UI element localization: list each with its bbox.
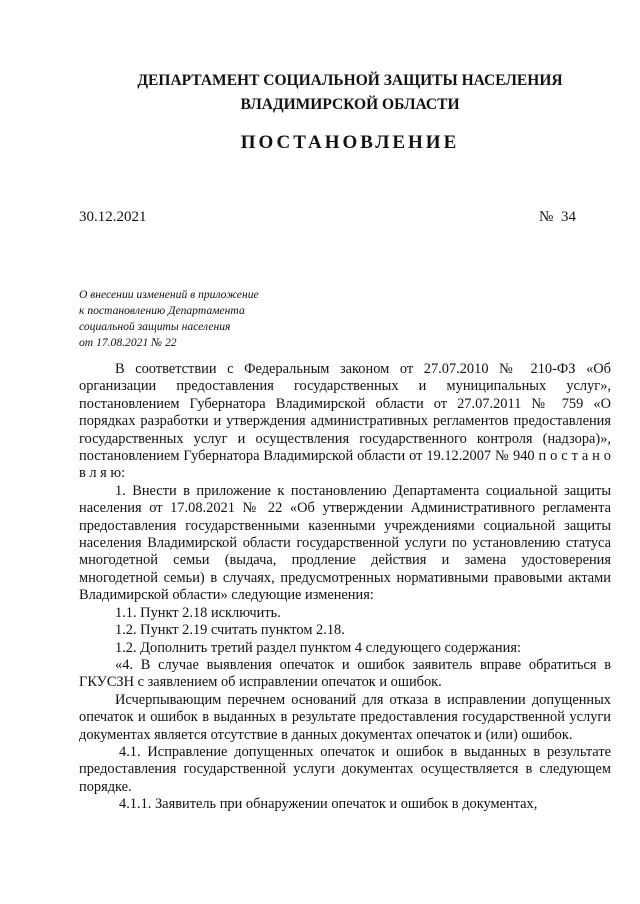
document-number: № 34 <box>538 209 576 225</box>
subject-line: О внесении изменений в приложение <box>79 288 259 301</box>
document-body <box>79 361 611 814</box>
body-paragraph: 4.1.1. Заявитель при обнаружении опечаток и ошибок в документах, <box>119 796 538 813</box>
body-paragraph: В соответствии с Федеральным законом от 27.07.2010 № 210-ФЗ «Об организации предоставления государственных и муниципальных услуг», постановлением Губернатора Владимирской области от 27.07.2011 № 759 «О порядках разработки и утверждения административных регламентов предоставления государственных услуг и осуществления государственного контроля (надзора)», постановлением Губернатора Владимирской области от 19.12.2007 № 940 п о с т а н о в л я ю: <box>79 361 611 482</box>
subject-line: социальной защиты населения <box>79 320 231 333</box>
body-paragraph: 4.1. Исправление допущенных опечаток и ошибок в выданных в результате предоставления государственной услуги документах осуществляется в следующем порядке. <box>79 743 611 795</box>
document-subject <box>79 287 319 351</box>
body-paragraph: 1.1. Пункт 2.18 исключить. <box>115 604 281 621</box>
body-paragraph: 1.2. Пункт 2.19 считать пунктом 2.18. <box>115 622 345 639</box>
department-name: ДЕПАРТАМЕНТ СОЦИАЛЬНОЙ ЗАЩИТЫ НАСЕЛЕНИЯ <box>137 72 563 89</box>
document-date: 30.12.2021 <box>79 209 147 225</box>
body-paragraph: 1. Внести в приложение к постановлению Департамента социальной защиты населения от 17.08.2021 № 22 «Об утверждении Административного регламента предоставления государственными казенными учреждениями социальной защиты населения Владимирской области государственной услуги по установлению статуса многодетной семьи (выдача, продление действия и замена удостоверения многодетной семьи) в случаях, предусмотренных нормативными правовыми актами Владимирской области» следующие изменения: <box>79 482 611 604</box>
body-paragraph: 1.2. Дополнить третий раздел пунктом 4 следующего содержания: <box>115 639 521 656</box>
region-name: ВЛАДИМИРСКОЙ ОБЛАСТИ <box>240 96 460 113</box>
body-paragraph: «4. В случае выявления опечаток и ошибок заявитель вправе обратиться в ГКУСЗН с заявлением об исправлении опечаток и ошибок. <box>79 656 611 691</box>
document-type-title: ПОСТАНОВЛЕНИЕ <box>240 132 460 153</box>
subject-line: от 17.08.2021 № 22 <box>79 336 177 349</box>
body-paragraph: Исчерпывающим перечнем оснований для отказа в исправлении допущенных опечаток и ошибок в выданных в результате предоставления государственной услуги документах является отсутствие в данных документах опечаток и (или) ошибок. <box>79 691 611 743</box>
subject-line: к постановлению Департамента <box>79 304 245 317</box>
